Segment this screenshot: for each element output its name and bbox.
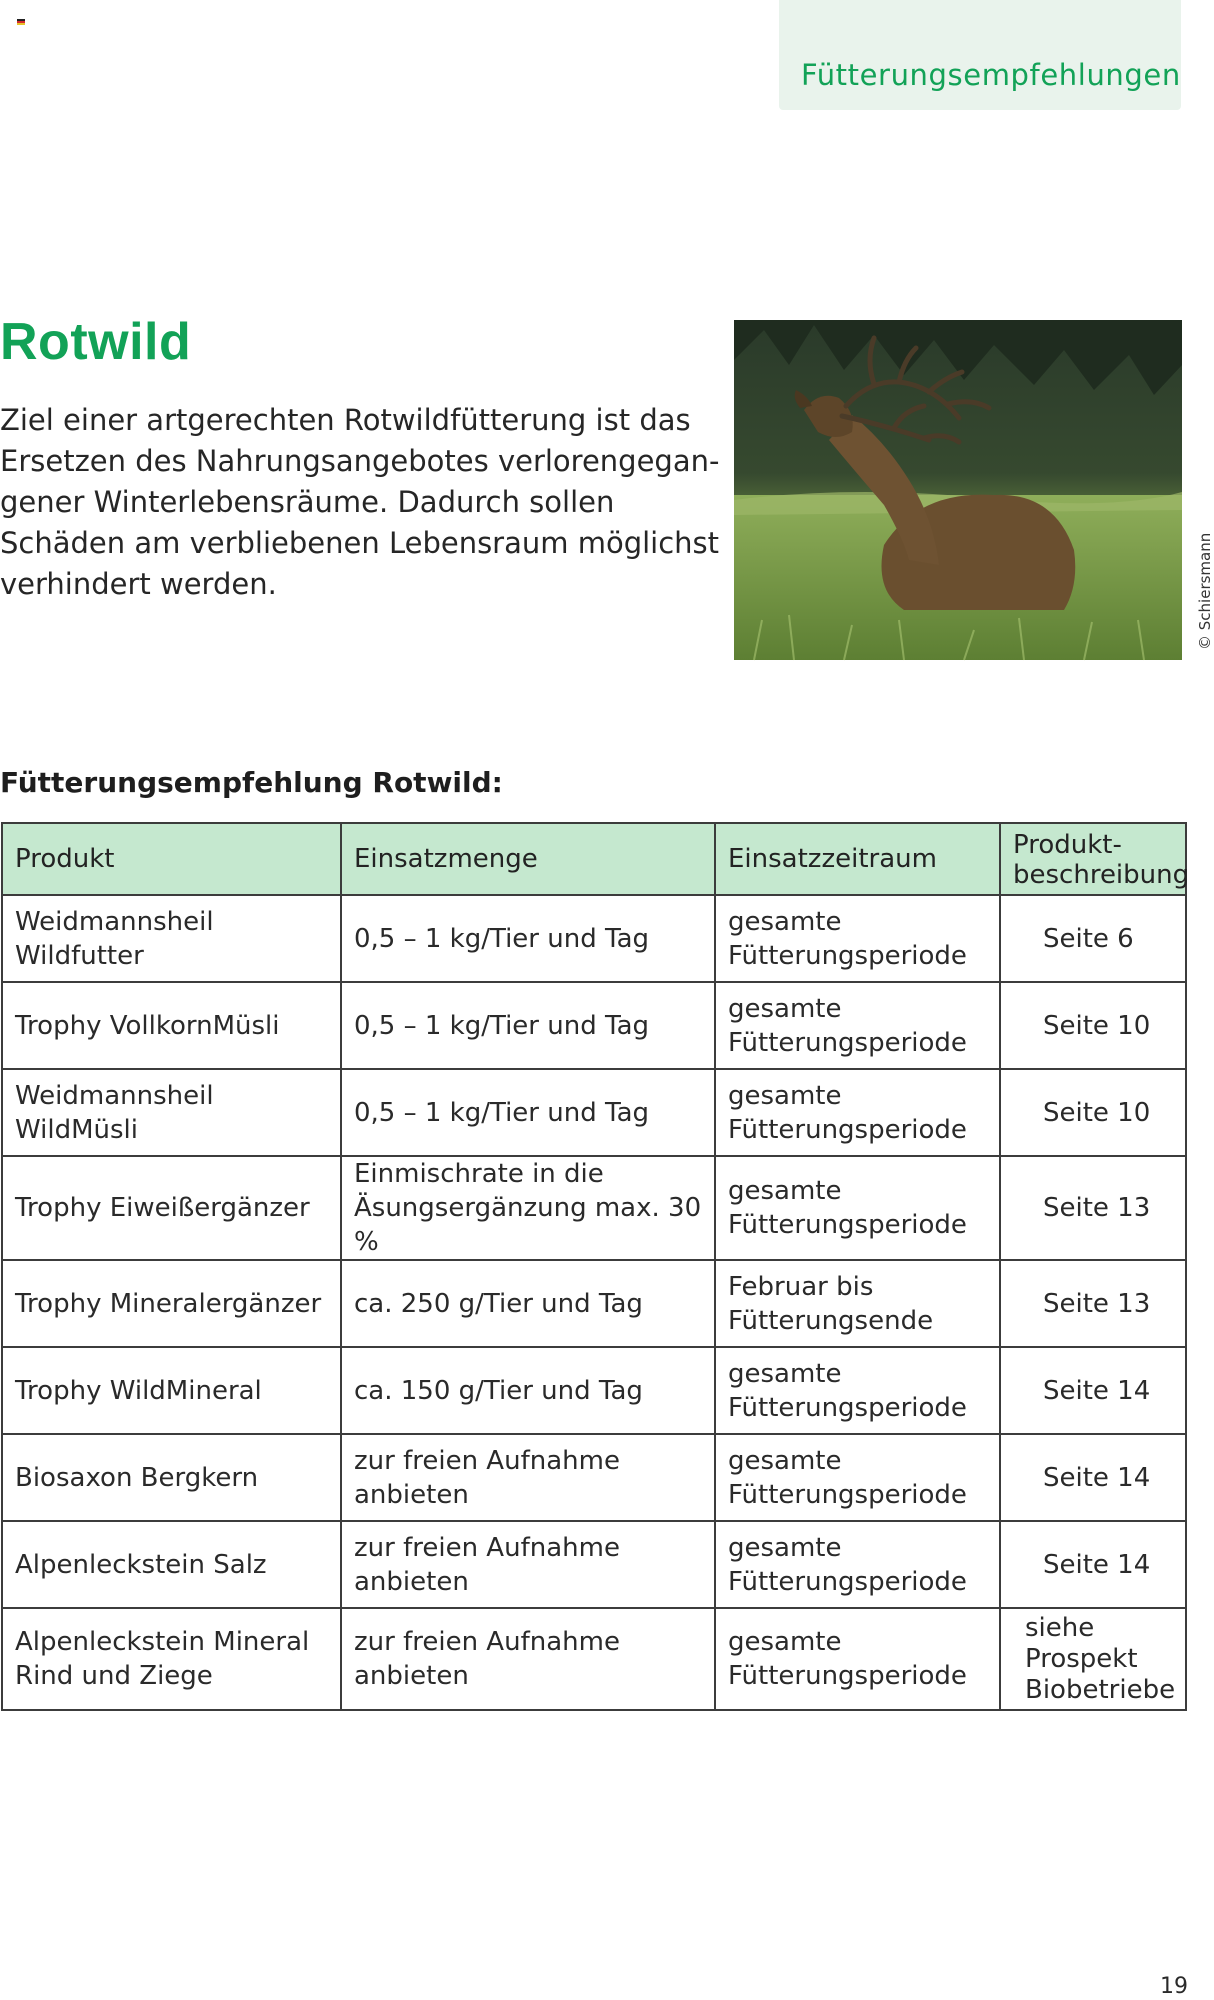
page-number: 19 [1160, 1974, 1188, 1999]
page-title: Rotwild [0, 313, 192, 371]
period-cell-line: Fütterungsperiode [728, 940, 967, 971]
table-row [2, 1347, 1186, 1434]
page-cell [1000, 1069, 1186, 1156]
product-cell-line: Alpenleckstein Salz [15, 1549, 267, 1580]
page-cell [1000, 1521, 1186, 1608]
period-cell-line: gesamte [728, 1445, 842, 1476]
column-header-amount: Einsatzmenge [341, 823, 715, 895]
period-cell-line: Fütterungsperiode [728, 1566, 967, 1597]
intro-line: Ersetzen des Nahrungsangebotes verlorengegan- [0, 444, 720, 478]
product-cell-line: Trophy Mineralergänzer [15, 1288, 322, 1319]
period-cell-line: gesamte [728, 1176, 842, 1206]
period-cell-line: Fütterungsperiode [728, 1027, 967, 1058]
amount-cell [341, 982, 715, 1069]
period-cell-line: Fütterungsperiode [728, 1661, 967, 1691]
amount-cell-line: zur freien Aufnahme [354, 1627, 620, 1657]
table-row [2, 1156, 1186, 1260]
amount-cell-line: 0,5 – 1 kg/Tier und Tag [354, 1097, 650, 1128]
product-cell [2, 1069, 341, 1156]
intro-line: verhindert werden. [0, 567, 277, 601]
page-cell-line: Seite 10 [1043, 1097, 1151, 1128]
period-cell-line: Fütterungsperiode [728, 1392, 967, 1423]
table-row [2, 1260, 1186, 1347]
product-cell [2, 982, 341, 1069]
amount-cell-line: anbieten [354, 1566, 469, 1597]
intro-line: gener Winterlebensräume. Dadurch sollen [0, 485, 615, 519]
period-cell [715, 1069, 1000, 1156]
period-cell [715, 1608, 1000, 1710]
table-title: Fütterungsempfehlung Rotwild: [0, 766, 503, 799]
amount-cell [341, 1608, 715, 1710]
table-row [2, 1069, 1186, 1156]
feeding-recommendation-table [1, 822, 1190, 1711]
period-cell [715, 982, 1000, 1069]
amount-cell-line: anbieten [354, 1479, 469, 1510]
product-cell-line: Alpenleckstein Mineral [15, 1627, 310, 1657]
page-cell [1000, 1156, 1186, 1260]
product-cell-line: Trophy WildMineral [15, 1375, 262, 1406]
page-cell-line: siehe [1025, 1612, 1095, 1643]
page-cell-line: Seite 14 [1043, 1375, 1151, 1406]
amount-cell-line: zur freien Aufnahme [354, 1445, 620, 1476]
amount-cell [341, 1156, 715, 1260]
page-cell-line: Seite 13 [1043, 1193, 1151, 1223]
amount-cell [341, 1069, 715, 1156]
period-cell [715, 1521, 1000, 1608]
product-cell-line: Wildfutter [15, 940, 144, 971]
product-cell-line: Rind und Ziege [15, 1661, 213, 1691]
page-cell-line: Seite 10 [1043, 1010, 1151, 1041]
period-cell-line: Fütterungsperiode [728, 1210, 967, 1240]
product-cell [2, 1347, 341, 1434]
amount-cell [341, 1434, 715, 1521]
amount-cell [341, 895, 715, 982]
intro-line: Ziel einer artgerechten Rotwildfütterung ist das [0, 403, 691, 437]
intro-line: Schäden am verbliebenen Lebensraum möglichst [0, 526, 720, 560]
section-label: Fütterungsempfehlungen [801, 58, 1181, 92]
column-header-description: Produkt- beschreibung [1000, 823, 1186, 895]
product-cell-line: Weidmannsheil WildMüsli [15, 1080, 214, 1145]
period-cell-line: Februar bis [728, 1271, 874, 1302]
table-row [2, 1608, 1186, 1710]
amount-cell [341, 1521, 715, 1608]
page-cell-line: Biobetriebe [1025, 1674, 1176, 1705]
page-cell [1000, 982, 1186, 1069]
column-header-product: Produkt [2, 823, 341, 895]
period-cell-line: gesamte [728, 1627, 842, 1657]
product-cell [2, 1434, 341, 1521]
table-row [2, 1521, 1186, 1608]
period-cell-line: Fütterungsende [728, 1305, 934, 1336]
amount-cell-line: ca. 150 g/Tier und Tag [354, 1375, 643, 1406]
period-cell [715, 895, 1000, 982]
period-cell [715, 1347, 1000, 1434]
page-cell-line: Seite 14 [1043, 1462, 1151, 1493]
intro-paragraph [0, 400, 720, 605]
period-cell [715, 1434, 1000, 1521]
product-cell [2, 1608, 341, 1710]
table-row [2, 982, 1186, 1069]
red-deer-photo [734, 320, 1182, 660]
amount-cell-line: anbieten [354, 1661, 469, 1691]
product-cell-line: Weidmannsheil [15, 906, 214, 937]
amount-cell-line: 0,5 – 1 kg/Tier und Tag [354, 923, 650, 954]
amount-cell-line: Äsungsergänzung max. 30 % [354, 1193, 702, 1257]
section-header-tab [779, 0, 1181, 110]
period-cell-line: gesamte [728, 1532, 842, 1563]
table-row [2, 1434, 1186, 1521]
product-cell [2, 1156, 341, 1260]
amount-cell [341, 1260, 715, 1347]
period-cell-line: gesamte [728, 993, 842, 1024]
page-cell [1000, 1434, 1186, 1521]
amount-cell-line: zur freien Aufnahme [354, 1532, 620, 1563]
page-cell [1000, 895, 1186, 982]
photo-credit: © Schiersmann [1196, 532, 1214, 650]
amount-cell-line: 0,5 – 1 kg/Tier und Tag [354, 1010, 650, 1041]
product-cell-line: Trophy VollkornMüsli [15, 1010, 280, 1041]
amount-cell-line: ca. 250 g/Tier und Tag [354, 1288, 643, 1319]
table-header-row [2, 823, 1186, 895]
period-cell-line: gesamte [728, 1080, 842, 1111]
page-cell-line: Seite 6 [1043, 923, 1134, 954]
product-cell [2, 895, 341, 982]
product-cell [2, 1260, 341, 1347]
product-cell-line: Biosaxon Bergkern [15, 1462, 259, 1493]
period-cell-line: gesamte [728, 1358, 842, 1389]
page-cell-line: Seite 14 [1043, 1549, 1151, 1580]
period-cell-line: Fütterungsperiode [728, 1114, 967, 1145]
page-cell-line: Seite 13 [1043, 1288, 1151, 1319]
page-cell [1000, 1608, 1186, 1710]
period-cell [715, 1156, 1000, 1260]
period-cell-line: gesamte [728, 906, 842, 937]
period-cell [715, 1260, 1000, 1347]
period-cell-line: Fütterungsperiode [728, 1479, 967, 1510]
amount-cell [341, 1347, 715, 1434]
column-header-period: Einsatzzeitraum [715, 823, 1000, 895]
product-cell-line: Trophy Eiweißergänzer [15, 1193, 310, 1223]
table-row [2, 895, 1186, 982]
flag-icon [17, 19, 25, 25]
page-cell [1000, 1347, 1186, 1434]
product-cell [2, 1521, 341, 1608]
page-cell [1000, 1260, 1186, 1347]
page-cell-line: Prospekt [1025, 1643, 1138, 1674]
amount-cell-line: Einmischrate in die [354, 1159, 604, 1189]
